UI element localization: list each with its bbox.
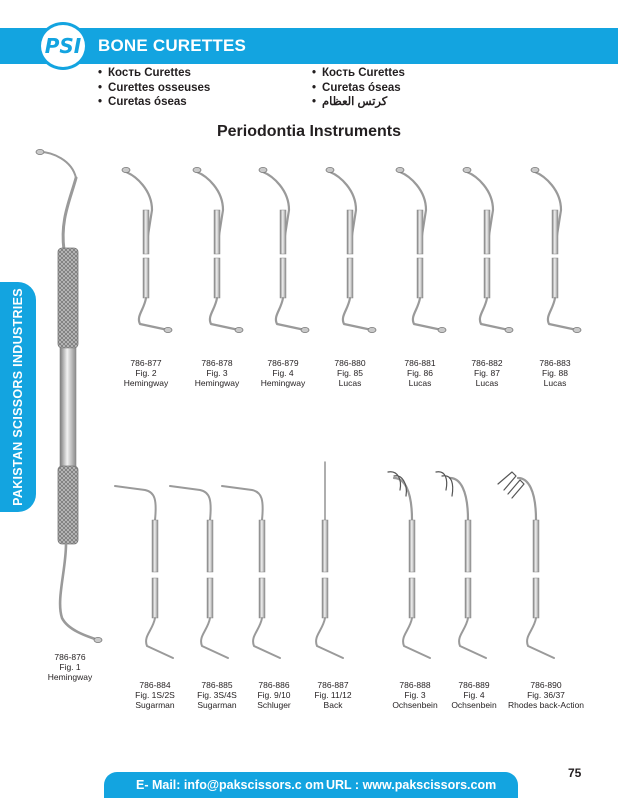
instrument-lower-handle: [143, 258, 149, 298]
instrument-upper-handle: [484, 210, 490, 254]
caption-fig: Fig. 4: [272, 368, 294, 378]
caption-code: 786-885: [201, 680, 233, 690]
caption-code: 786-877: [130, 358, 162, 368]
caption-name: Lucas: [408, 378, 432, 388]
instrument-upper-handle: [533, 520, 539, 572]
instrument-lower-shank: [139, 298, 168, 330]
caption-code: 786-883: [539, 358, 571, 368]
detail-sketch: [436, 472, 453, 496]
translation-item: • Кость Curettes: [312, 66, 405, 81]
instrument-upper-handle: [347, 210, 353, 254]
caption-fig: Fig. 11/12: [314, 690, 352, 700]
fig1-upper-neck: [40, 152, 76, 178]
instrument-upper-tip: [531, 167, 539, 172]
caption-name: Schluger: [257, 700, 291, 710]
instrument-upper-handle: [465, 520, 471, 572]
instrument-upper-shank: [115, 486, 156, 520]
instrument-upper-handle: [207, 520, 213, 572]
logo-text: PSI: [44, 34, 82, 58]
caption-name: Ochsenbein: [392, 700, 438, 710]
caption-fig: Fig. 88: [542, 368, 568, 378]
caption-name: Back: [323, 700, 343, 710]
instrument-upper-handle: [152, 520, 158, 572]
caption-code: 786-887: [317, 680, 349, 690]
footer-url[interactable]: URL : www.pakscissors.com: [326, 778, 497, 792]
instrument-lower-shank: [146, 618, 173, 658]
instrument-upper-tip: [396, 167, 404, 172]
caption-fig: Fig. 9/10: [257, 690, 291, 700]
instrument-lower-tip: [438, 327, 446, 332]
section-title: Periodontia Instruments: [216, 123, 402, 140]
instrument-lower-shank: [403, 618, 430, 658]
instrument-lower-shank: [201, 618, 228, 658]
instrument-lower-shank: [413, 298, 442, 330]
fig1-lower-tip: [94, 637, 102, 642]
caption-name: Hemingway: [123, 378, 169, 388]
caption-code: 786-886: [258, 680, 290, 690]
instrument-upper-tip: [326, 167, 334, 172]
fig1-upper-tip: [36, 149, 44, 154]
instrument-upper-shank: [518, 478, 536, 520]
instrument-upper-shank: [394, 478, 412, 520]
detail-sketch: [498, 472, 524, 498]
instrument-upper-tip: [122, 167, 130, 172]
instrument-lower-handle: [484, 258, 490, 298]
caption-fig: Fig. 87: [474, 368, 500, 378]
instrument-lower-handle: [347, 258, 353, 298]
instrument-upper-handle: [280, 210, 286, 254]
caption-code: 786-882: [471, 358, 503, 368]
instrument-upper-shank: [170, 486, 211, 520]
instrument-upper-handle: [259, 520, 265, 572]
instrument-lower-handle: [465, 578, 471, 618]
instrument-upper-handle: [409, 520, 415, 572]
instrument-lower-tip: [505, 327, 513, 332]
instrument-upper-handle: [214, 210, 220, 254]
instrument-upper-tip: [259, 167, 267, 172]
instrument-lower-tip: [368, 327, 376, 332]
instrument-lower-handle: [214, 258, 220, 298]
instrument-lower-shank: [480, 298, 509, 330]
instrument-lower-handle: [552, 258, 558, 298]
caption-code: 786-878: [201, 358, 233, 368]
caption-fig: Fig. 3: [206, 368, 228, 378]
caption-code: 786-890: [530, 680, 562, 690]
instrument-lower-handle: [409, 578, 415, 618]
caption-fig: Fig. 36/37: [527, 690, 565, 700]
side-tab-label: PAKISTAN SCISSORS INDUSTRIES: [11, 288, 25, 506]
instrument-lower-shank: [527, 618, 554, 658]
instrument-lower-shank: [276, 298, 305, 330]
page-number: 75: [568, 766, 582, 780]
instrument-lower-handle: [417, 258, 423, 298]
fig1-upper-shank: [63, 178, 76, 250]
fig1-handle: [60, 348, 76, 468]
instrument-lower-tip: [235, 327, 243, 332]
caption-fig: Fig. 1S/2S: [135, 690, 175, 700]
instrument-upper-tip: [463, 167, 471, 172]
instrument-lower-handle: [207, 578, 213, 618]
instrument-caption: [288, 680, 378, 710]
instrument-upper-handle: [322, 520, 328, 572]
translation-item: • Curetas óseas: [98, 95, 210, 110]
caption-fig: Fig. 1: [59, 662, 81, 672]
caption-fig: Fig. 3S/4S: [197, 690, 237, 700]
fig1-lower-grip: [58, 466, 78, 544]
caption-name: Rhodes back-Action: [507, 700, 585, 710]
instrument-lower-handle: [259, 578, 265, 618]
instrument-lower-shank: [210, 298, 239, 330]
caption-name: Lucas: [543, 378, 567, 388]
caption-code: 786-881: [404, 358, 436, 368]
instrument-lower-handle: [322, 578, 328, 618]
caption-fig: Fig. 2: [135, 368, 157, 378]
fig1-upper-grip: [58, 248, 78, 348]
instrument-caption: [501, 680, 591, 710]
instrument-caption: [25, 652, 115, 682]
instrument-upper-handle: [417, 210, 423, 254]
caption-name: Hemingway: [260, 378, 306, 388]
caption-name: Hemingway: [194, 378, 240, 388]
translation-item: • Кость Curettes: [98, 66, 210, 81]
instrument-upper-handle: [143, 210, 149, 254]
caption-fig: Fig. 3: [404, 690, 426, 700]
instrument-caption: [510, 358, 600, 388]
caption-code: 786-884: [139, 680, 171, 690]
instrument-upper-shank: [222, 486, 263, 520]
instrument-lower-tip: [301, 327, 309, 332]
caption-name: Sugarman: [135, 700, 175, 710]
instrument-lower-tip: [164, 327, 172, 332]
instrument-lower-handle: [533, 578, 539, 618]
caption-code: 786-889: [458, 680, 490, 690]
caption-code: 786-888: [399, 680, 431, 690]
caption-fig: Fig. 85: [337, 368, 363, 378]
instrument-lower-shank: [316, 618, 343, 658]
caption-name: Ochsenbein: [451, 700, 497, 710]
caption-code: 786-879: [267, 358, 299, 368]
caption-name: Hemingway: [47, 672, 93, 682]
instrument-lower-shank: [343, 298, 372, 330]
fig1-lower-shank: [60, 544, 98, 640]
caption-fig: Fig. 86: [407, 368, 433, 378]
translation-item: • Curettes osseuses: [98, 81, 210, 96]
caption-fig: Fig. 4: [463, 690, 485, 700]
page-title: BONE CURETTES: [98, 36, 247, 55]
caption-code: 786-880: [334, 358, 366, 368]
instrument-lower-shank: [253, 618, 280, 658]
footer-email[interactable]: E- Mail: info@pakscissors.c om: [136, 778, 324, 792]
instrument-lower-tip: [573, 327, 581, 332]
instrument-lower-handle: [280, 258, 286, 298]
translation-item: • كرتس العظام: [312, 95, 405, 110]
instrument-upper-handle: [552, 210, 558, 254]
caption-name: Lucas: [338, 378, 362, 388]
translation-item: • Curetas óseas: [312, 81, 405, 96]
caption-name: Sugarman: [197, 700, 237, 710]
instrument-lower-handle: [152, 578, 158, 618]
instrument-lower-shank: [459, 618, 486, 658]
caption-code: 786-876: [54, 652, 86, 662]
instrument-upper-tip: [193, 167, 201, 172]
instrument-lower-shank: [548, 298, 577, 330]
caption-name: Lucas: [475, 378, 499, 388]
